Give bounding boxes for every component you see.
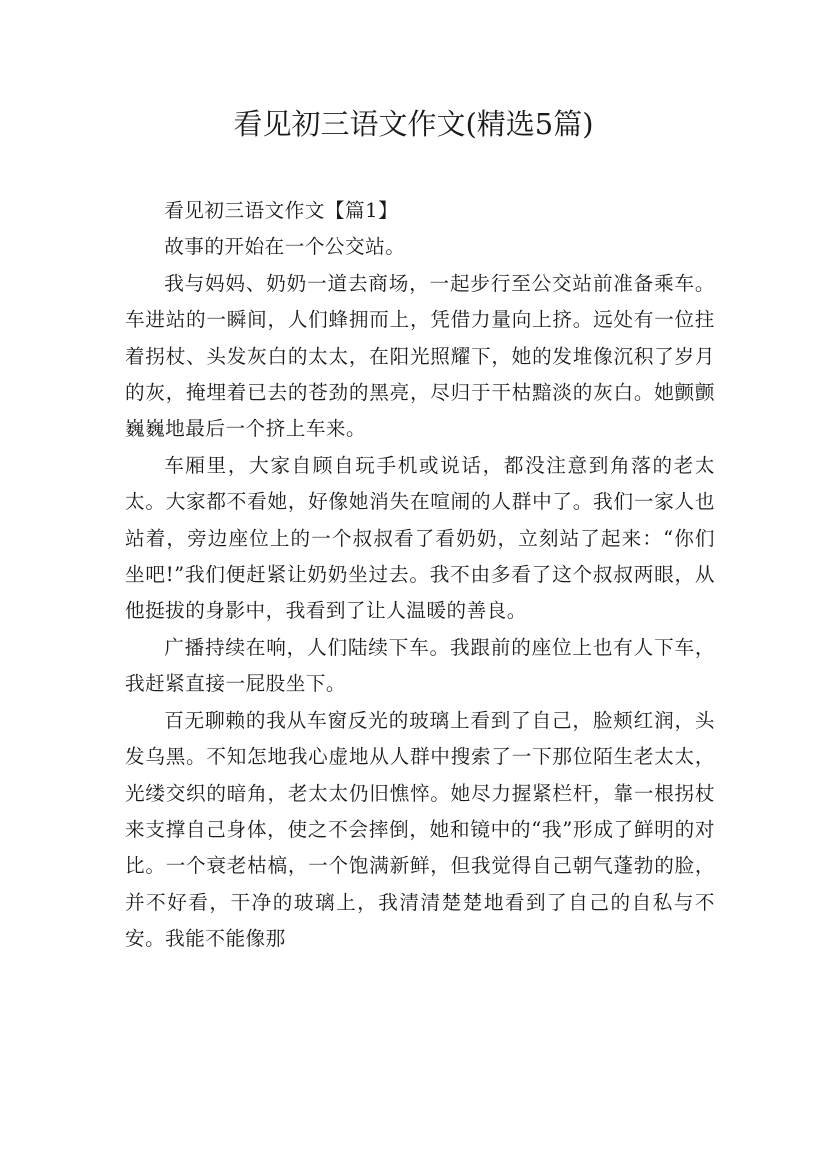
- body-paragraph: 故事的开始在一个公交站。: [164, 235, 406, 259]
- body-paragraph: 百无聊赖的我从车窗反光的玻璃上看到了自己，脸颊红润，头发乌黑。不知怎地我心虚地从人群中搜索了一下那位陌生老太太，光缕交织的暗角，老太太仍旧憔悴。她尽力握紧栏杆，靠一根拐杖来支撑自己身体，使之不会摔倒，她和镜中的“我”形成了鲜明的对比。一个衰老枯槁，一个饱满新鲜，但我觉得自己朝气蓬勃的脸，并不好看，干净的玻璃上，我清清楚楚地看到了自己的自私与不安。我能不能像那: [125, 708, 715, 951]
- body-paragraph: 车厢里，大家自顾自玩手机或说话，都没注意到角落的老太太。大家都不看她，好像她消失在喧闹的人群中了。我们一家人也站着，旁边座位上的一个叔叔看了看奶奶，立刻站了起来：“你们坐吧!”我们便赶紧让奶奶坐过去。我不由多看了这个叔叔两眼，从他挺拔的身影中，我看到了让人温暖的善良。: [125, 453, 715, 623]
- section-heading: 看见初三语文作文【篇1】: [164, 199, 399, 222]
- document-title: 看见初三语文作文(精选5篇): [233, 107, 594, 141]
- body-paragraph: 我与妈妈、奶奶一道去商场，一起步行至公交站前准备乘车。车进站的一瞬间，人们蜂拥而上，凭借力量向上挤。远处有一位拄着拐杖、头发灰白的太太，在阳光照耀下，她的发堆像沉积了岁月的灰，掩埋着已去的苍劲的黑亮，尽归于干枯黯淡的灰白。她颤颤巍巍地最后一个挤上车来。: [125, 271, 715, 441]
- body-paragraph: 广播持续在响，人们陆续下车。我跟前的座位上也有人下车，我赶紧直接一屁股坐下。: [125, 635, 715, 696]
- document-body: [125, 193, 715, 958]
